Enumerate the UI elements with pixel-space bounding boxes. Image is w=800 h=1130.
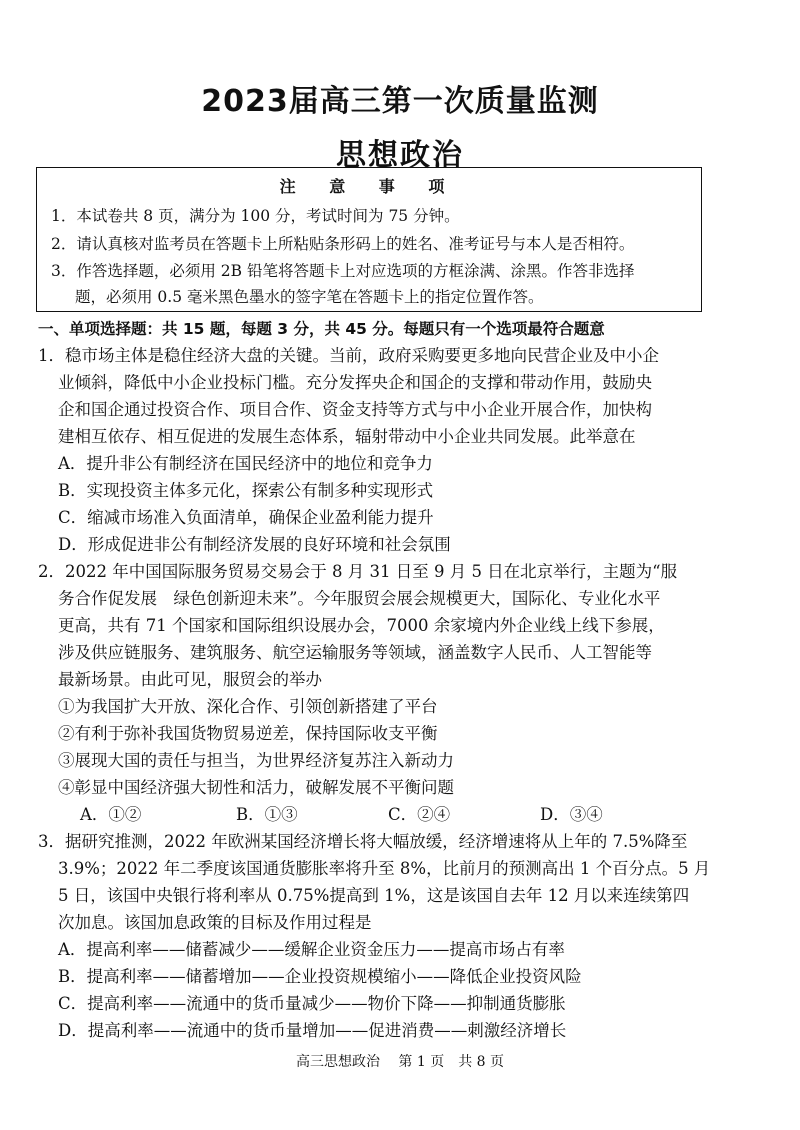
notice-heading: 注 意 事 项 bbox=[279, 177, 459, 196]
notice-item: 题，必须用 0.5 毫米黑色墨水的签字笔在答题卡上的指定位置作答。 bbox=[75, 288, 544, 306]
question-1-option: C．缩减市场准入负面清单，确保企业盈利能力提升 bbox=[58, 508, 434, 527]
question-3-option: C．提高利率——流通中的货币量减少——物价下降——抑制通货膨胀 bbox=[58, 994, 566, 1013]
section-heading: 一、单项选择题：共 15 题，每题 3 分，共 45 分。每题只有一个选项最符合题意 bbox=[38, 320, 605, 338]
question-2-statement: ④彰显中国经济强大韧性和活力，破解发展不平衡问题 bbox=[58, 778, 454, 797]
question-1-text: 1．稳市场主体是稳住经济大盘的关键。当前，政府采购要更多地向民营企业及中小企 bbox=[38, 346, 659, 365]
exam-title: 2023届高三第一次质量监测 bbox=[201, 84, 599, 119]
question-1-text: 企和国企通过投资合作、项目合作、资金支持等方式与中小企业开展合作，加快构 bbox=[58, 400, 652, 419]
question-2-option-d: D．③④ bbox=[540, 805, 603, 824]
question-2-option-b: B．①③ bbox=[236, 805, 298, 824]
question-1-option: B．实现投资主体多元化，探索公有制多种实现形式 bbox=[58, 481, 434, 500]
question-3-text: 次加息。该国加息政策的目标及作用过程是 bbox=[58, 913, 372, 932]
question-2-statement: ②有利于弥补我国货物贸易逆差，保持国际收支平衡 bbox=[58, 724, 438, 743]
question-2-statement: ③展现大国的责任与担当，为世界经济复苏注入新动力 bbox=[58, 751, 454, 770]
subject-title: 思想政治 bbox=[336, 138, 464, 173]
question-2-text: 最新场景。由此可见，服贸会的举办 bbox=[58, 670, 322, 689]
page-footer: 高三思想政治 第 1 页 共 8 页 bbox=[295, 1054, 505, 1070]
question-1-option: A．提升非公有制经济在国民经济中的地位和竞争力 bbox=[58, 454, 433, 473]
notice-item: 3．作答选择题，必须用 2B 铅笔将答题卡上对应选项的方框涂满、涂黑。作答非选择 bbox=[51, 262, 635, 280]
notice-item: 1．本试卷共 8 页，满分为 100 分，考试时间为 75 分钟。 bbox=[51, 207, 460, 225]
question-1-text: 建相互依存、相互促进的发展生态体系，辐射带动中小企业共同发展。此举意在 bbox=[58, 427, 636, 446]
question-3-option: A．提高利率——储蓄减少——缓解企业资金压力——提高市场占有率 bbox=[58, 940, 565, 959]
question-3-text: 5 日，该国中央银行将利率从 0.75%提高到 1%，这是该国自去年 12 月以来连续第四 bbox=[58, 886, 690, 905]
notice-item: 2．请认真核对监考员在答题卡上所粘贴条形码上的姓名、准考证号与本人是否相符。 bbox=[51, 235, 635, 253]
question-2-text: 2．2022 年中国国际服务贸易交易会于 8 月 31 日至 9 月 5 日在北京举行，主题为“服 bbox=[38, 562, 678, 581]
notice-box bbox=[36, 167, 702, 312]
question-1-text: 业倾斜，降低中小企业投标门槛。充分发挥央企和国企的支撑和带动作用，鼓励央 bbox=[58, 373, 652, 392]
question-2-text: 务合作促发展 绿色创新迎未来”。今年服贸会展会规模更大，国际化、专业化水平 bbox=[58, 589, 661, 608]
question-2-statement: ①为我国扩大开放、深化合作、引领创新搭建了平台 bbox=[58, 697, 438, 716]
question-1-option: D．形成促进非公有制经济发展的良好环境和社会氛围 bbox=[58, 535, 451, 554]
question-3-option: B．提高利率——储蓄增加——企业投资规模缩小——降低企业投资风险 bbox=[58, 967, 582, 986]
question-2-text: 更高，共有 71 个国家和国际组织设展办会，7000 余家境内外企业线上线下参展， bbox=[58, 616, 665, 635]
question-3-option: D．提高利率——流通中的货币量增加——促进消费——刺激经济增长 bbox=[58, 1021, 567, 1040]
question-3-text: 3.9%；2022 年二季度该国通货膨胀率将升至 8%，比前月的预测高出 1 个百分点。5 月 bbox=[58, 859, 711, 878]
question-2-text: 涉及供应链服务、建筑服务、航空运输服务等领域，涵盖数字人民币、人工智能等 bbox=[58, 643, 652, 662]
question-2-option-c: C．②④ bbox=[388, 805, 451, 824]
question-2-option-a: A．①② bbox=[80, 805, 142, 824]
question-3-text: 3．据研究推测，2022 年欧洲某国经济增长将大幅放缓，经济增速将从上年的 7.5%降至 bbox=[38, 832, 688, 851]
